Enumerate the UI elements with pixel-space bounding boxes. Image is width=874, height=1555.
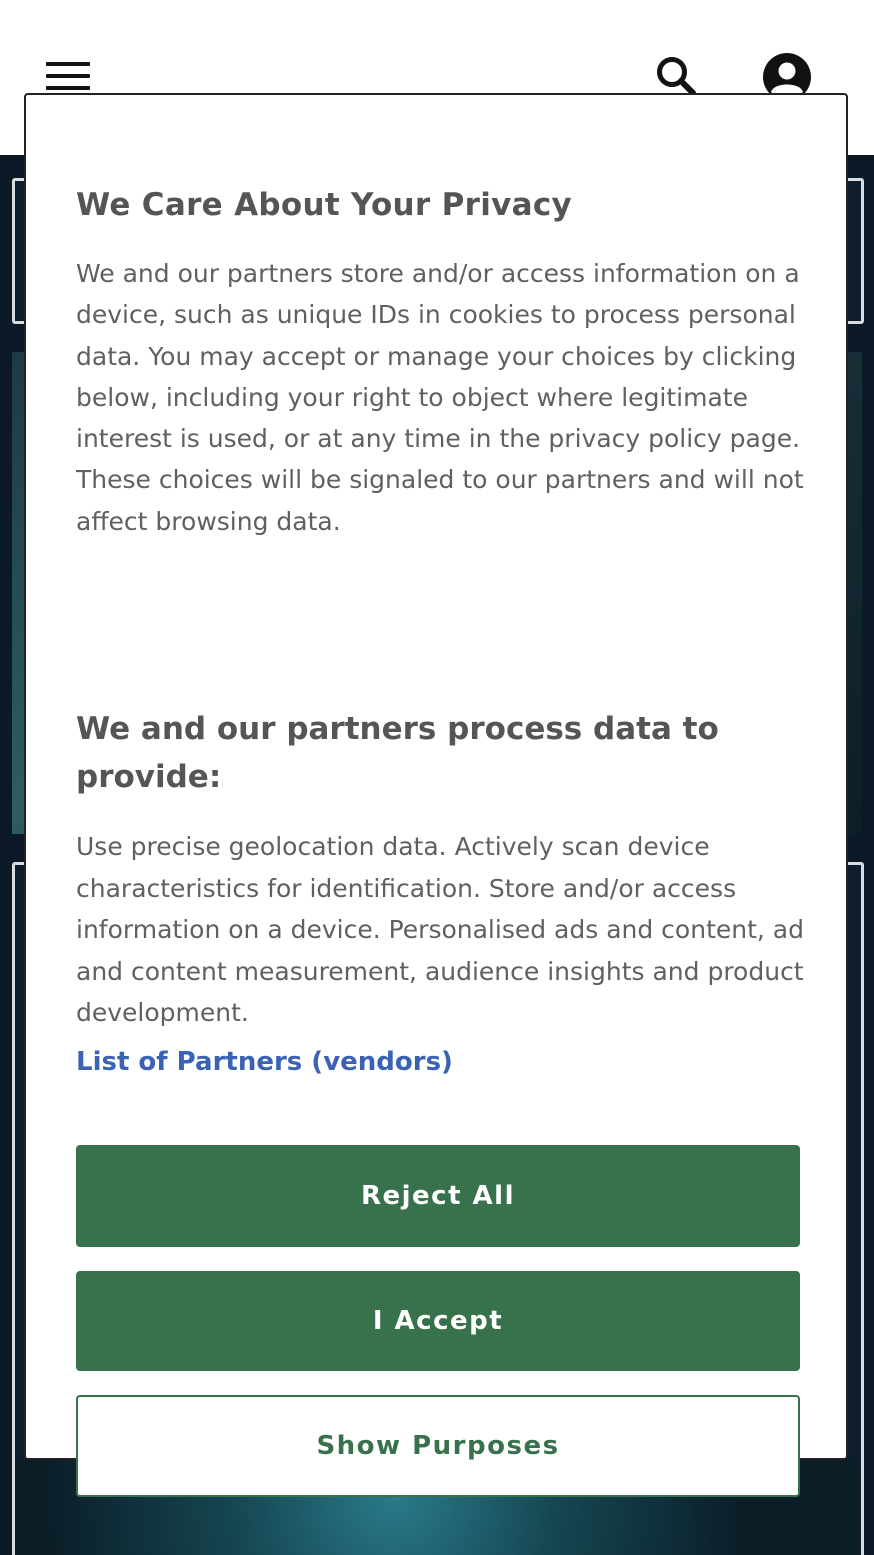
partners-list-link[interactable]: List of Partners (vendors) <box>76 1047 453 1077</box>
menu-bar <box>46 86 90 90</box>
purposes-description: Use precise geolocation data. Actively scan device characteristics for identification. Store and/or access information on a device. Personalised ads and content, ad and content measurement, audience insights and product development. <box>76 832 804 1027</box>
search-icon[interactable] <box>655 55 697 97</box>
menu-bar <box>46 62 90 66</box>
hamburger-menu-icon[interactable] <box>46 62 90 92</box>
privacy-consent-dialog <box>24 93 848 1460</box>
purposes-heading: We and our partners process data to provide: <box>76 711 719 795</box>
accept-button[interactable]: I Accept <box>76 1271 800 1371</box>
menu-bar <box>46 74 90 78</box>
show-purposes-button[interactable]: Show Purposes <box>76 1395 800 1497</box>
consent-intro-text: We and our partners store and/or access information on a device, such as unique IDs in cookies to process personal data. You may accept or manage your choices by clicking below, including your right to object where legitimate interest is used, or at any time in the privacy policy page. These choices will be signaled to our partners and will not affect browsing data. <box>76 259 804 536</box>
dialog-title: We Care About Your Privacy <box>76 187 573 223</box>
reject-all-button[interactable]: Reject All <box>76 1145 800 1247</box>
